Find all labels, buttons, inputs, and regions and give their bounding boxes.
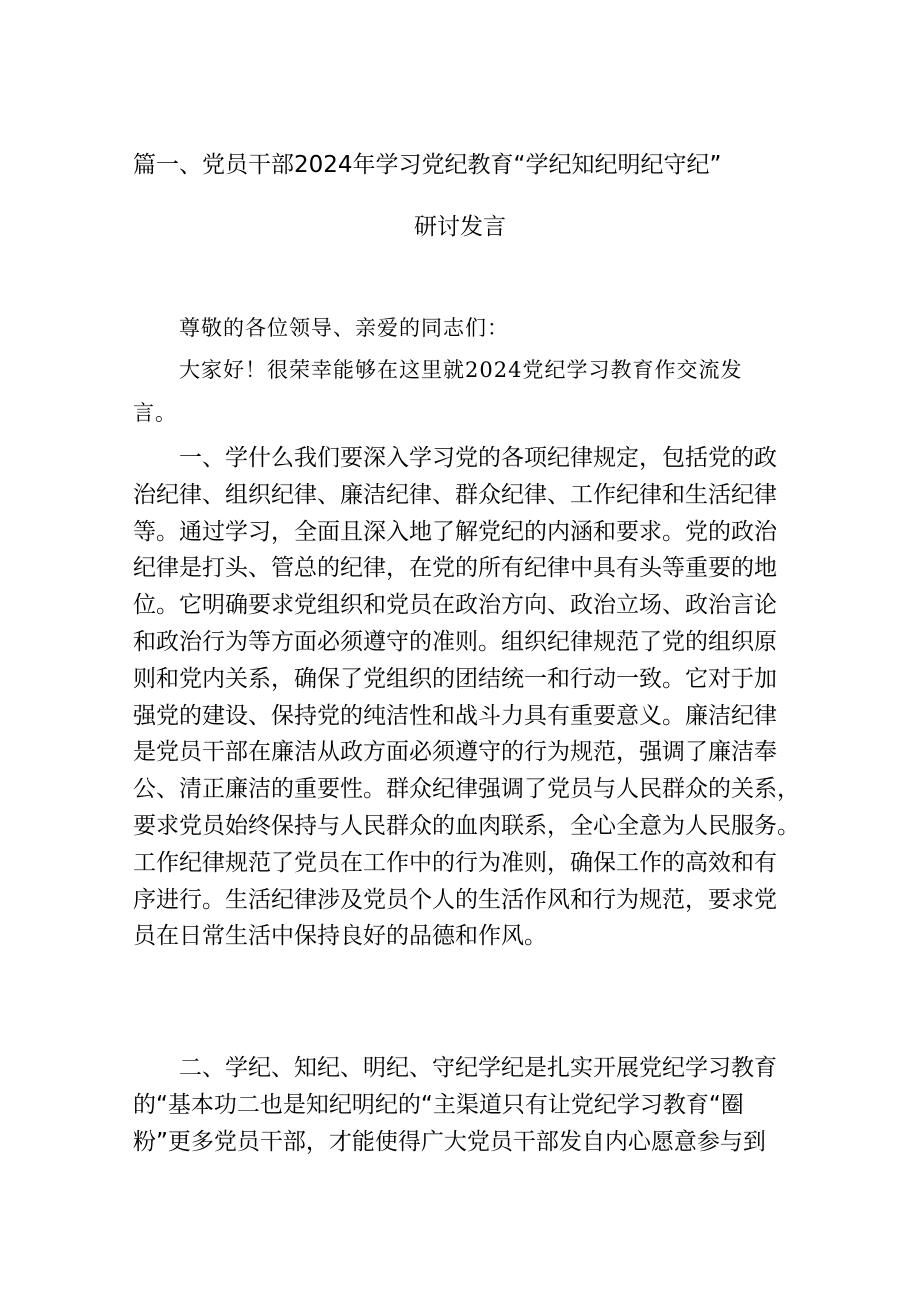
document-title-line-1: 篇一、党员干部2024年学习党纪教育“学纪知纪明纪守纪”	[133, 152, 722, 178]
section-1-line: 则和党内关系，确保了党组织的团结统一和行动一致。它对于加	[133, 665, 777, 692]
section-1-line: 治纪律、组织纪律、廉洁纪律、群众纪律、工作纪律和生活纪律	[133, 481, 777, 508]
section-1-line: 序进行。生活纪律涉及党员个人的生活作风和行为规范，要求党	[133, 886, 777, 913]
section-2-line: 的“基本功二也是知纪明纪的“主渠道只有让党纪学习教育“圈	[133, 1091, 744, 1118]
section-1-line: 位。它明确要求党组织和党员在政治方向、政治立场、政治言论	[133, 592, 777, 619]
section-1-line: 强党的建设、保持党的纯洁性和战斗力具有重要意义。廉洁纪律	[133, 702, 777, 729]
salutation: 尊敬的各位领导、亲爱的同志们：	[179, 316, 509, 340]
section-1-line: 和政治行为等方面必须遵守的准则。组织纪律规范了党的组织原	[133, 628, 777, 655]
section-1-paragraph	[133, 440, 805, 955]
section-1-line: 工作纪律规范了党员在工作中的行为准则，确保工作的高效和有	[133, 849, 777, 876]
greeting-line-1: 大家好！很荣幸能够在这里就2024党纪学习教育作交流发	[179, 358, 743, 382]
section-2-paragraph	[133, 1050, 805, 1160]
section-1-line: 纪律是打头、管总的纪律，在党的所有纪律中具有头等重要的地	[133, 555, 777, 582]
section-1-line: 是党员干部在廉洁从政方面必须遵守的行为规范，强调了廉洁奉	[133, 739, 777, 766]
section-2-line: 二、学纪、知纪、明纪、守纪学纪是扎实开展党纪学习教育	[179, 1055, 777, 1081]
section-2-line: 粉”更多党员干部，才能使得广大党员干部发自内心愿意参与到	[133, 1128, 766, 1155]
section-1-line: 要求党员始终保持与人民群众的血肉联系，全心全意为人民服务。	[133, 812, 800, 839]
document-title-line-2: 研讨发言	[414, 214, 506, 240]
section-1-line: 一、学什么我们要深入学习党的各项纪律规定，包括党的政	[179, 445, 777, 471]
section-1-line: 等。通过学习，全面且深入地了解党纪的内涵和要求。党的政治	[133, 518, 777, 545]
greeting-line-2: 言。	[133, 401, 177, 425]
section-1-line: 公、清正廉洁的重要性。群众纪律强调了党员与人民群众的关系，	[133, 776, 800, 803]
section-1-line: 员在日常生活中保持良好的品德和作风。	[133, 923, 547, 950]
